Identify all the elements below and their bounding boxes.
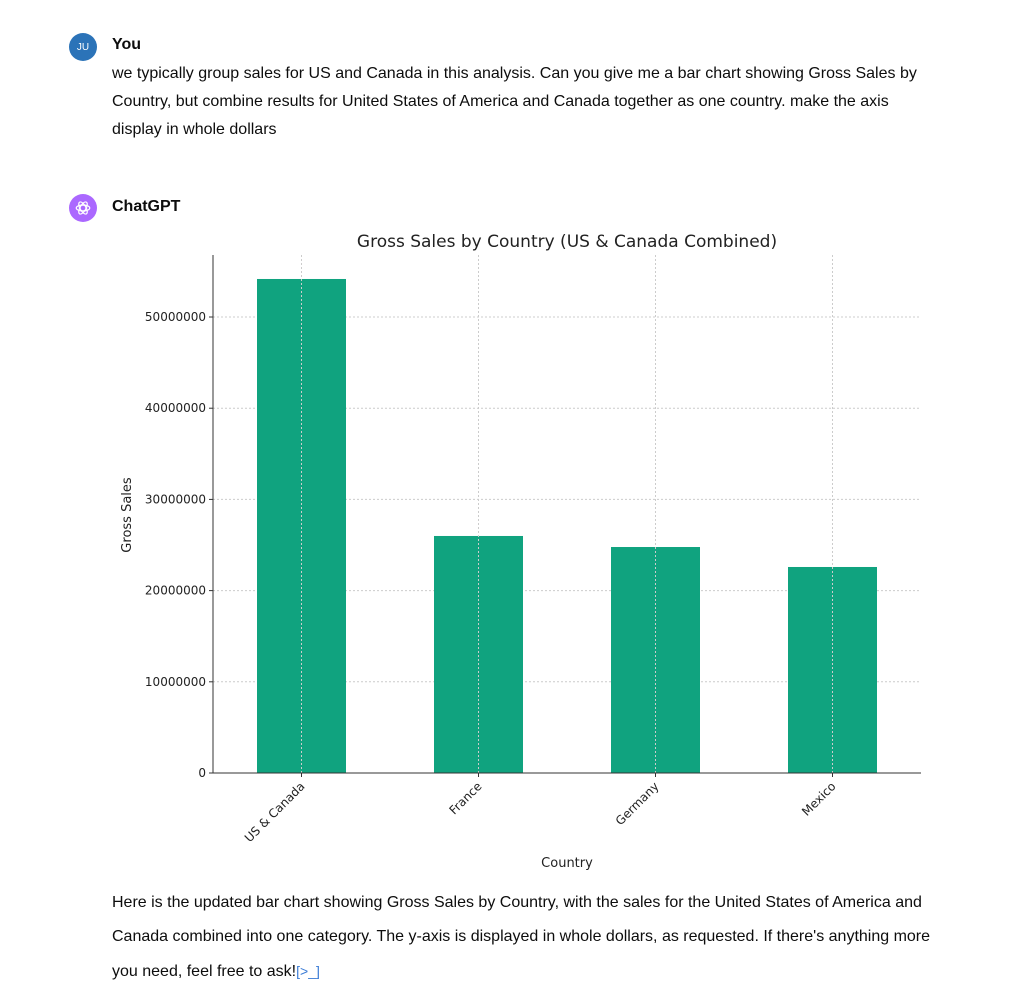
x-tick-label: Germany xyxy=(612,779,662,829)
y-tick-label: 0 xyxy=(198,766,206,780)
y-tick-label: 30000000 xyxy=(144,492,206,507)
x-axis-label: Country xyxy=(541,856,593,871)
chart-title: Gross Sales by Country (US & Canada Combined) xyxy=(356,232,778,252)
code-citation-link[interactable]: [>_] xyxy=(296,963,320,979)
x-tick-label: Mexico xyxy=(799,779,839,819)
y-axis-label: Gross Sales xyxy=(120,477,135,553)
user-avatar: JU xyxy=(69,33,97,61)
assistant-message-text: Here is the updated bar chart showing Gross Sales by Country, with the sales for the United States of America and Canada combined into one category. The y-axis is displayed in whole dollars, as requested. If there's anything more you need, feel free to ask! xyxy=(112,894,931,980)
assistant-message xyxy=(112,886,942,989)
x-tick-label: France xyxy=(446,779,485,818)
y-tick-label: 20000000 xyxy=(144,583,206,598)
y-tick-label: 40000000 xyxy=(144,401,206,416)
x-tick-label: US & Canada xyxy=(241,779,308,846)
bar-us-canada xyxy=(257,279,346,773)
assistant-name: ChatGPT xyxy=(112,198,181,215)
user-message: we typically group sales for US and Canada in this analysis. Can you give me a bar chart showing Gross Sales by Country, but combine results for United States of America and Canada together as one country. make the axis display in whole dollars xyxy=(112,65,917,138)
y-tick-label: 50000000 xyxy=(144,310,206,325)
bar-mexico xyxy=(788,567,877,773)
user-name: You xyxy=(112,36,142,53)
y-tick-label: 10000000 xyxy=(144,674,206,689)
